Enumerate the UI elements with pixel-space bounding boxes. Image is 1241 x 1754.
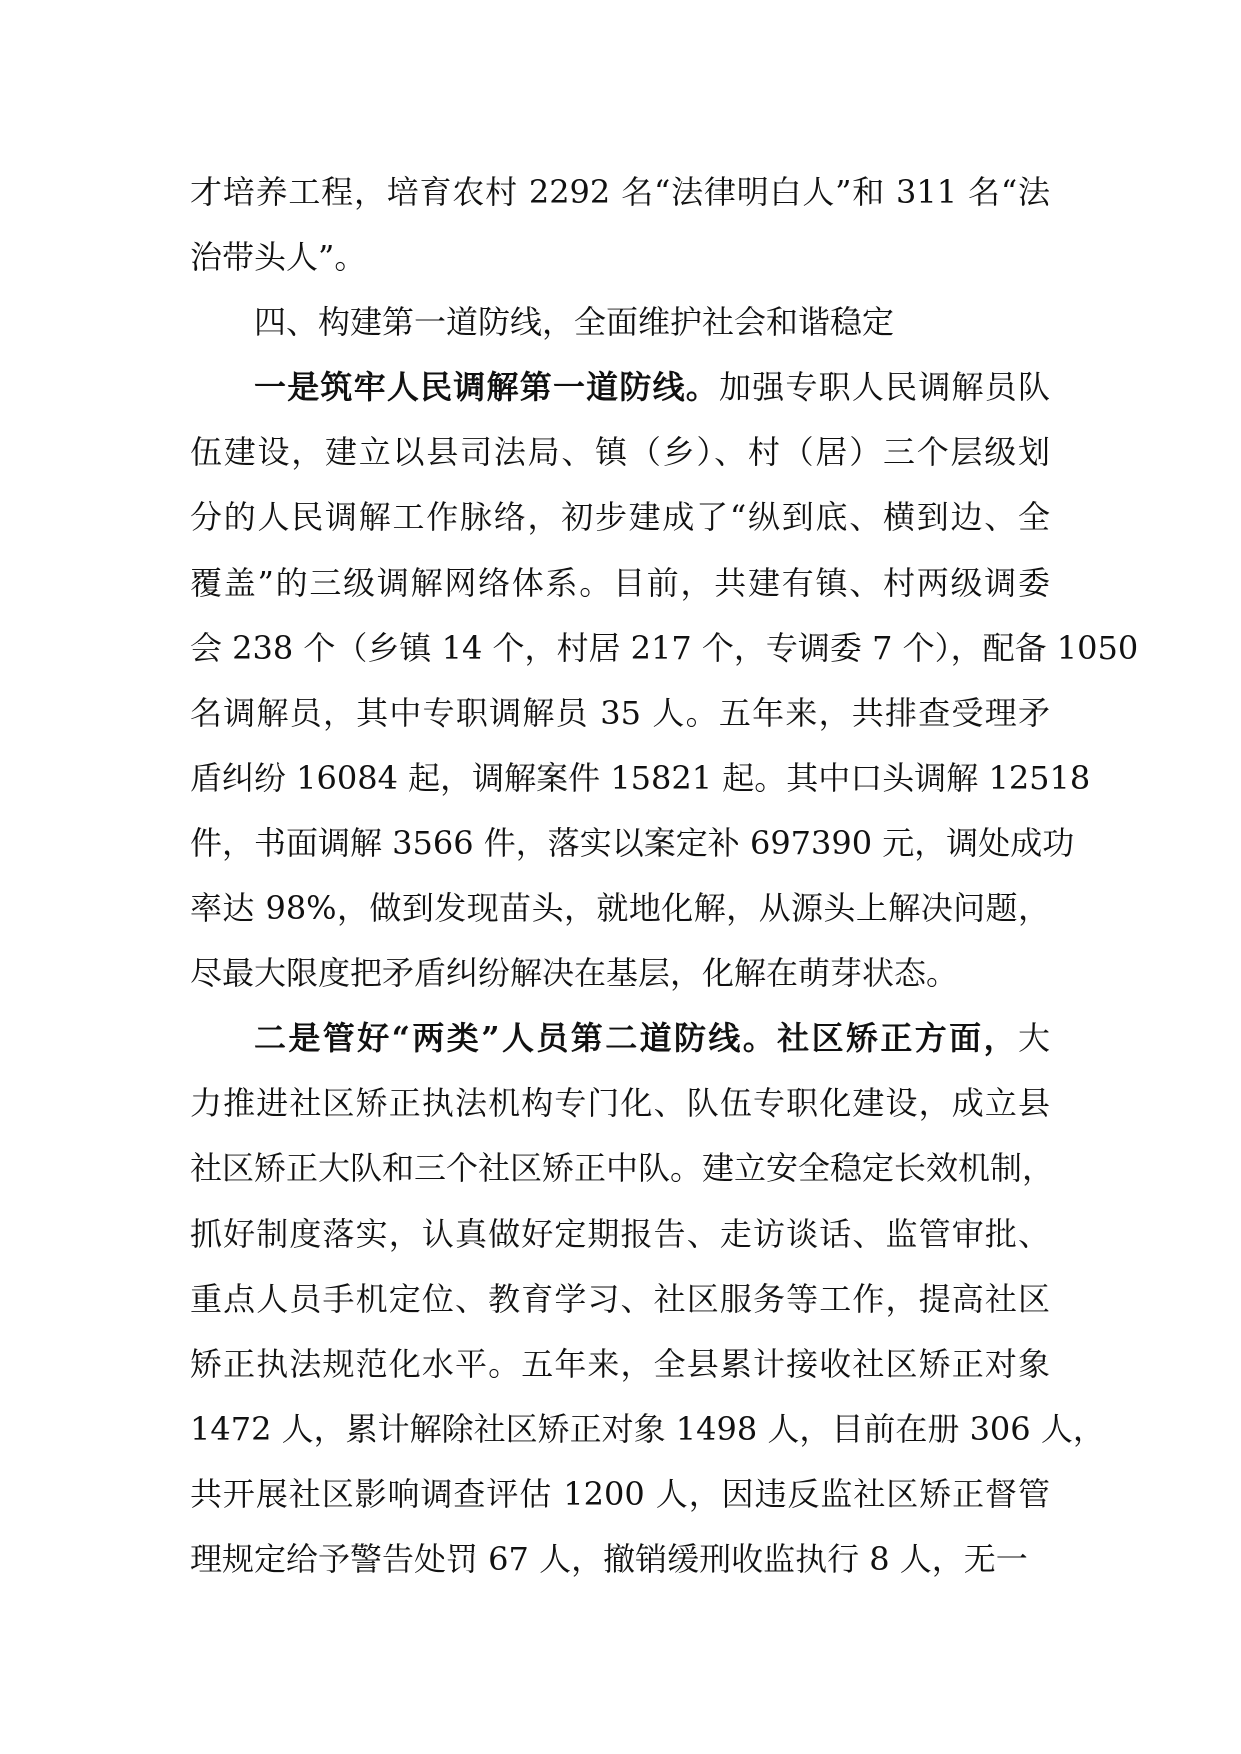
paragraph-2-line: 盾纠纷 16084 起，调解案件 15821 起。其中口头调解 12518 (190, 758, 1091, 797)
paragraph-2-line: 率达 98%，做到发现苗头，就地化解，从源头上解决问题， (190, 889, 1050, 928)
paragraph-3-line: 力推进社区矫正执法机构专门化、队伍专职化建设，成立县 (190, 1084, 1050, 1123)
paragraph-2-line-1 (190, 355, 1050, 420)
paragraph-2-line: 分的人民调解工作脉络，初步建成了“纵到底、横到边、全 (190, 498, 1050, 537)
paragraph-2-line: 件，书面调解 3566 件，落实以案定补 697390 元，调处成功 (190, 823, 1075, 862)
paragraph-2-line: 尽最大限度把矛盾纠纷解决在基层，化解在萌芽状态。 (190, 954, 959, 993)
paragraph-1-line-1: 才培养工程，培育农村 2292 名“法律明白人”和 311 名“法 (190, 173, 1050, 211)
paragraph-1-line-2: 治带头人”。 (190, 238, 367, 277)
paragraph-3-line: 抓好制度落实，认真做好定期报告、走访谈话、监管审批、 (190, 1214, 1050, 1253)
paragraph-3-first-line-rest: 大 (1017, 1019, 1050, 1058)
paragraph-2-line: 名调解员，其中专职调解员 35 人。五年来，共排查受理矛 (190, 693, 1050, 732)
paragraph-2-first-line-rest: 加强专职人民调解员队 (719, 368, 1050, 407)
paragraph-3-lead: 二是管好“两类”人员第二道防线。社区矫正方面， (254, 1019, 1018, 1058)
paragraph-3-line: 社区矫正大队和三个社区矫正中队。建立安全稳定长效机制， (190, 1149, 1055, 1188)
section-heading: 四、构建第一道防线，全面维护社会和谐稳定 (254, 303, 895, 342)
paragraph-3-line: 重点人员手机定位、教育学习、社区服务等工作，提高社区 (190, 1279, 1050, 1318)
paragraph-3-line: 矫正执法规范化水平。五年来，全县累计接收社区矫正对象 (190, 1344, 1050, 1383)
paragraph-2-lead: 一是筑牢人民调解第一道防线。 (254, 368, 720, 407)
document-body (190, 160, 1139, 1592)
paragraph-2-line: 伍建设，建立以县司法局、镇（乡）、村（居）三个层级划 (190, 433, 1050, 472)
paragraph-3-line-1 (190, 1006, 1050, 1071)
paragraph-3-line: 共开展社区影响调查评估 1200 人，因违反监社区矫正督管 (190, 1474, 1050, 1513)
paragraph-2-line: 会 238 个（乡镇 14 个，村居 217 个，专调委 7 个），配备 1050 (190, 628, 1139, 667)
paragraph-2-line: 覆盖”的三级调解网络体系。目前，共建有镇、村两级调委 (190, 563, 1050, 602)
paragraph-3-line: 理规定给予警告处罚 67 人，撤销缓刑收监执行 8 人，无一 (190, 1539, 1028, 1578)
paragraph-3-line: 1472 人，累计解除社区矫正对象 1498 人，目前在册 306 人， (190, 1409, 1105, 1448)
